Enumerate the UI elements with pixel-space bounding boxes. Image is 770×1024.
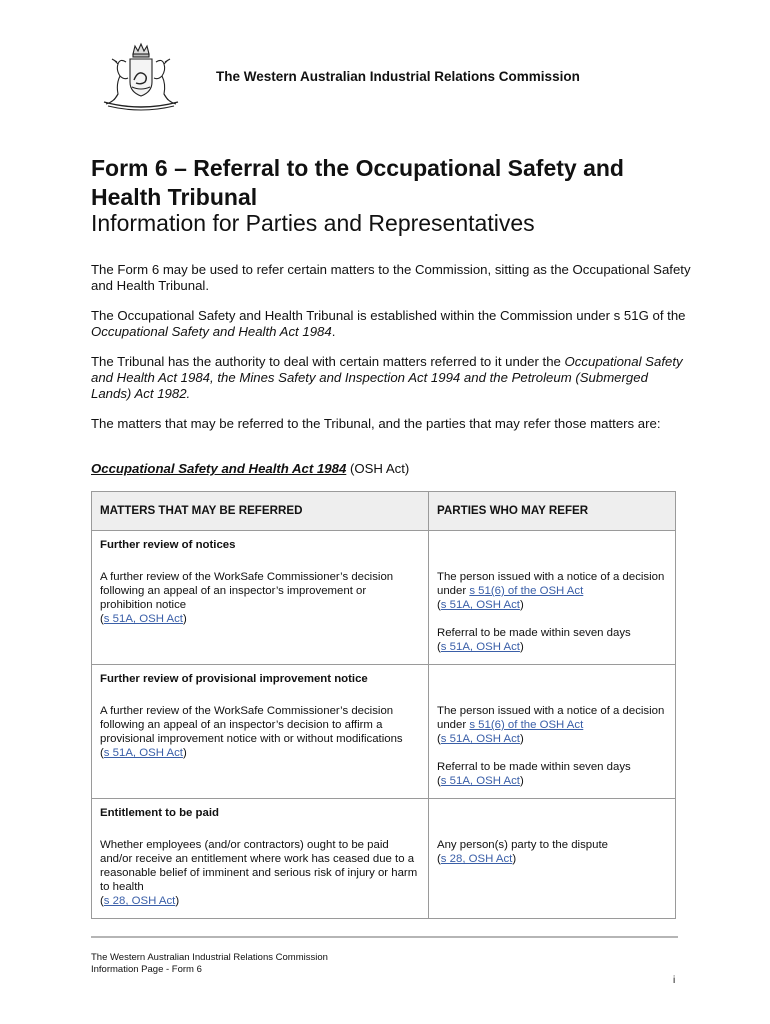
coat-of-arms-logo — [96, 40, 186, 112]
footer-divider — [91, 936, 678, 938]
party-ref-link[interactable]: s 28, OSH Act — [440, 853, 513, 865]
referral-ref-link[interactable]: s 51A, OSH Act — [440, 641, 520, 653]
party-ref-link[interactable]: s 51A, OSH Act — [440, 599, 520, 611]
table-header-row — [92, 492, 676, 531]
col-header-parties: PARTIES WHO MAY REFER — [429, 492, 676, 531]
referral-ref-link[interactable]: s 51A, OSH Act — [440, 775, 520, 787]
matter-cell — [92, 665, 429, 799]
intro-paragraph-2-end: . — [331, 324, 336, 339]
matter-text: A further review of the WorkSafe Commissioner’s decision following an appeal of an inspector’s improvement or prohibition notice (s 51A, OSH Act) — [100, 571, 394, 625]
act-heading-abbr: (OSH Act) — [349, 461, 410, 476]
referral-text: Referral to be made within seven days (s 51A, OSH Act) — [437, 627, 631, 653]
section-heading: Further review of notices — [100, 539, 236, 551]
matter-cell — [92, 799, 429, 919]
matter-cell — [92, 531, 429, 665]
intro-paragraph-4: The matters that may be referred to the Tribunal, and the parties that may refer those matters are: — [91, 416, 661, 431]
matter-ref-link[interactable]: s 51A, OSH Act — [103, 747, 183, 759]
party-link[interactable]: s 51(6) of the OSH Act — [469, 585, 584, 597]
referral-text: Referral to be made within seven days (s 51A, OSH Act) — [437, 761, 631, 787]
matter-ref-link[interactable]: s 28, OSH Act — [103, 895, 176, 907]
party-text: The person issued with a notice of a decision under s 51(6) of the OSH Act (s 51A, OSH Act) — [437, 705, 665, 745]
intro-paragraph-2 — [91, 308, 691, 340]
matter-text: Whether employees (and/or contractors) ought to be paid and/or receive an entitlement where work has ceased due to a reasonable belief of imminent and serious risk of injury or harm to health (s 28, OSH Act) — [100, 839, 418, 907]
table-row — [92, 665, 676, 799]
footer-page-label: Information Page - Form 6 — [91, 964, 202, 975]
party-link[interactable]: s 51(6) of the OSH Act — [469, 719, 584, 731]
intro-paragraph-1: The Form 6 may be used to refer certain matters to the Commission, sitting as the Occupational Safety and Health Tribunal. — [91, 262, 691, 293]
party-ref-link[interactable]: s 51A, OSH Act — [440, 733, 520, 745]
footer-organisation: The Western Australian Industrial Relations Commission — [91, 952, 328, 963]
party-text: The person issued with a notice of a decision under s 51(6) of the OSH Act (s 51A, OSH Act) — [437, 571, 665, 611]
osh-act-name: Occupational Safety and Health Act 1984 — [91, 324, 332, 339]
intro-paragraph-3 — [91, 354, 691, 402]
table-row — [92, 531, 676, 665]
organisation-header: The Western Australian Industrial Relations Commission — [216, 69, 580, 84]
intro-paragraph-3-text: The Tribunal has the authority to deal with certain matters referred to it under the — [91, 354, 565, 369]
party-cell — [429, 799, 676, 919]
matters-table — [91, 491, 676, 919]
footer — [91, 952, 328, 976]
party-text: Any person(s) party to the dispute (s 28, OSH Act) — [437, 839, 608, 865]
section-heading: Entitlement to be paid — [100, 807, 219, 819]
section-heading: Further review of provisional improvement notice — [100, 673, 368, 685]
col-header-matters: MATTERS THAT MAY BE REFERRED — [92, 492, 429, 531]
table-row — [92, 799, 676, 919]
party-cell — [429, 665, 676, 799]
matter-ref-link[interactable]: s 51A, OSH Act — [103, 613, 183, 625]
page-number: i — [673, 975, 676, 986]
act-heading-name: Occupational Safety and Health Act 1984 — [91, 461, 347, 476]
acts-list: Occupational Safety and Health Act 1984, the Mines Safety and Inspection Act 1994 and the Petroleum (Submerged Lands) Act 1982. — [91, 354, 683, 401]
intro-paragraph-2-text: The Occupational Safety and Health Tribunal is established within the Commission under s 51G of the — [91, 308, 686, 323]
page-subtitle: Information for Parties and Representatives — [91, 210, 535, 236]
matter-text: A further review of the WorkSafe Commissioner’s decision following an appeal of an inspector’s decision to affirm a provisional improvement notice with or without modifications (s 51A, OSH Act) — [100, 705, 403, 759]
party-cell — [429, 531, 676, 665]
act-heading — [91, 461, 409, 476]
page-title: Form 6 – Referral to the Occupational Safety and Health Tribunal — [91, 155, 624, 210]
